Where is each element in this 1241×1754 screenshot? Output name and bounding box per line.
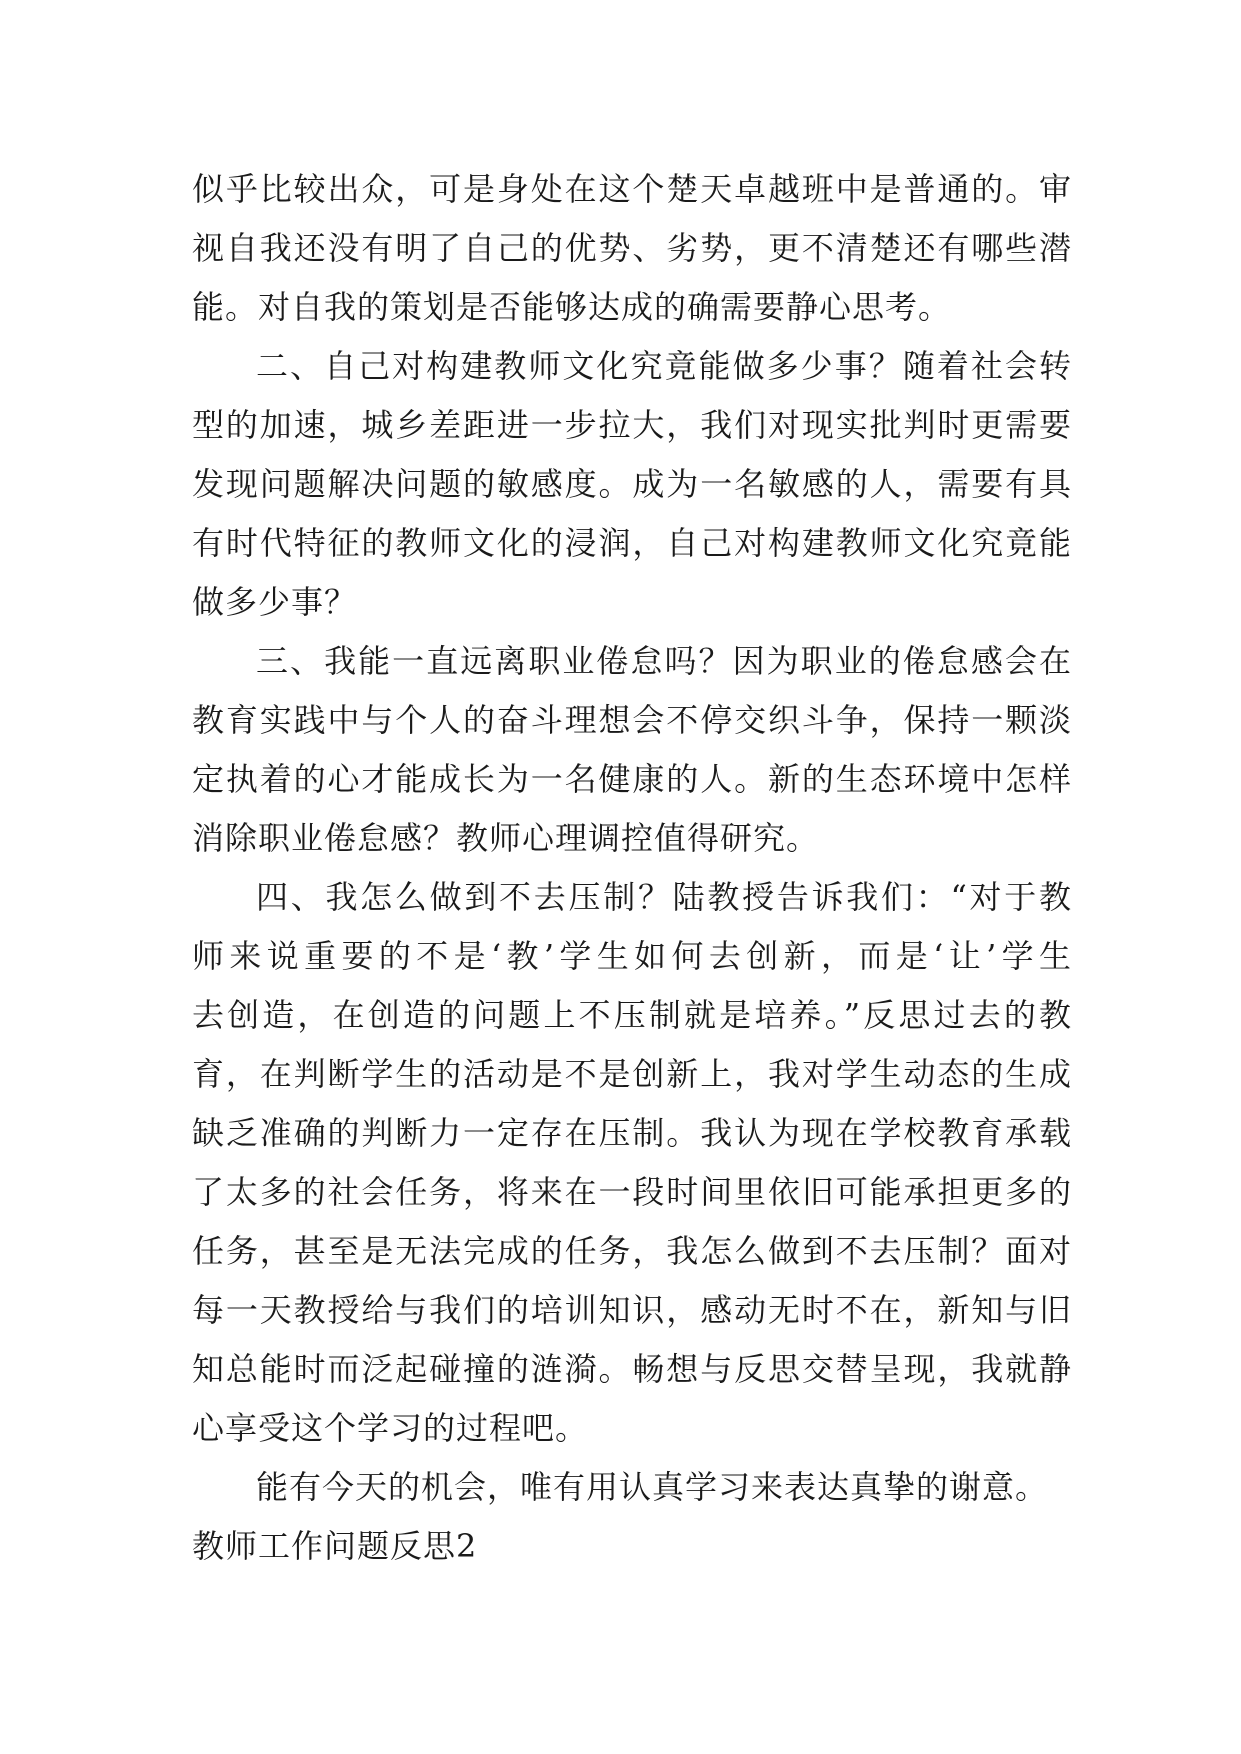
text-line: 教育实践中与个人的奋斗理想会不停交织斗争，保持一颗淡 [192, 701, 1072, 739]
text-line: 有时代特征的教师文化的浸润，自己对构建教师文化究竟能 [192, 524, 1072, 562]
text-line: 四、我怎么做到不去压制？陆教授告诉我们：“对于教 [256, 878, 1072, 916]
text-line: 师来说重要的不是‘教’学生如何去创新，而是‘让’学生 [192, 937, 1072, 975]
paragraph [192, 1458, 1072, 1517]
text-line: 二、自己对构建教师文化究竟能做多少事？随着社会转 [256, 347, 1072, 385]
text-line: 视自我还没有明了自己的优势、劣势，更不清楚还有哪些潜 [192, 229, 1072, 267]
document-body [192, 160, 1072, 1576]
text-line: 去创造，在创造的问题上不压制就是培养。”反思过去的教 [192, 996, 1072, 1034]
section-heading: 教师工作问题反思2 [192, 1527, 478, 1565]
text-line: 消除职业倦怠感？教师心理调控值得研究。 [192, 819, 820, 857]
text-line: 发现问题解决问题的敏感度。成为一名敏感的人，需要有具 [192, 465, 1072, 503]
paragraph [192, 337, 1072, 632]
paragraph [192, 632, 1072, 868]
paragraph [192, 160, 1072, 337]
paragraph [192, 868, 1072, 1458]
text-line: 任务，甚至是无法完成的任务，我怎么做到不去压制？面对 [192, 1232, 1072, 1270]
text-line: 能有今天的机会，唯有用认真学习来表达真挚的谢意。 [256, 1468, 1049, 1506]
text-line: 型的加速，城乡差距进一步拉大，我们对现实批判时更需要 [192, 406, 1072, 444]
text-line: 似乎比较出众，可是身处在这个楚天卓越班中是普通的。审 [192, 170, 1072, 208]
text-line: 做多少事？ [192, 583, 358, 621]
text-line: 定执着的心才能成长为一名健康的人。新的生态环境中怎样 [192, 760, 1072, 798]
text-line: 了太多的社会任务，将来在一段时间里依旧可能承担更多的 [192, 1173, 1072, 1211]
text-line: 能。对自我的策划是否能够达成的确需要静心思考。 [192, 288, 952, 326]
text-line: 三、我能一直远离职业倦怠吗？因为职业的倦怠感会在 [256, 642, 1072, 680]
text-line: 心享受这个学习的过程吧。 [192, 1409, 589, 1447]
text-line: 每一天教授给与我们的培训知识，感动无时不在，新知与旧 [192, 1291, 1072, 1329]
text-line: 知总能时而泛起碰撞的涟漪。畅想与反思交替呈现，我就静 [192, 1350, 1072, 1388]
text-line: 缺乏准确的判断力一定存在压制。我认为现在学校教育承载 [192, 1114, 1072, 1152]
text-line: 育，在判断学生的活动是不是创新上，我对学生动态的生成 [192, 1055, 1072, 1093]
